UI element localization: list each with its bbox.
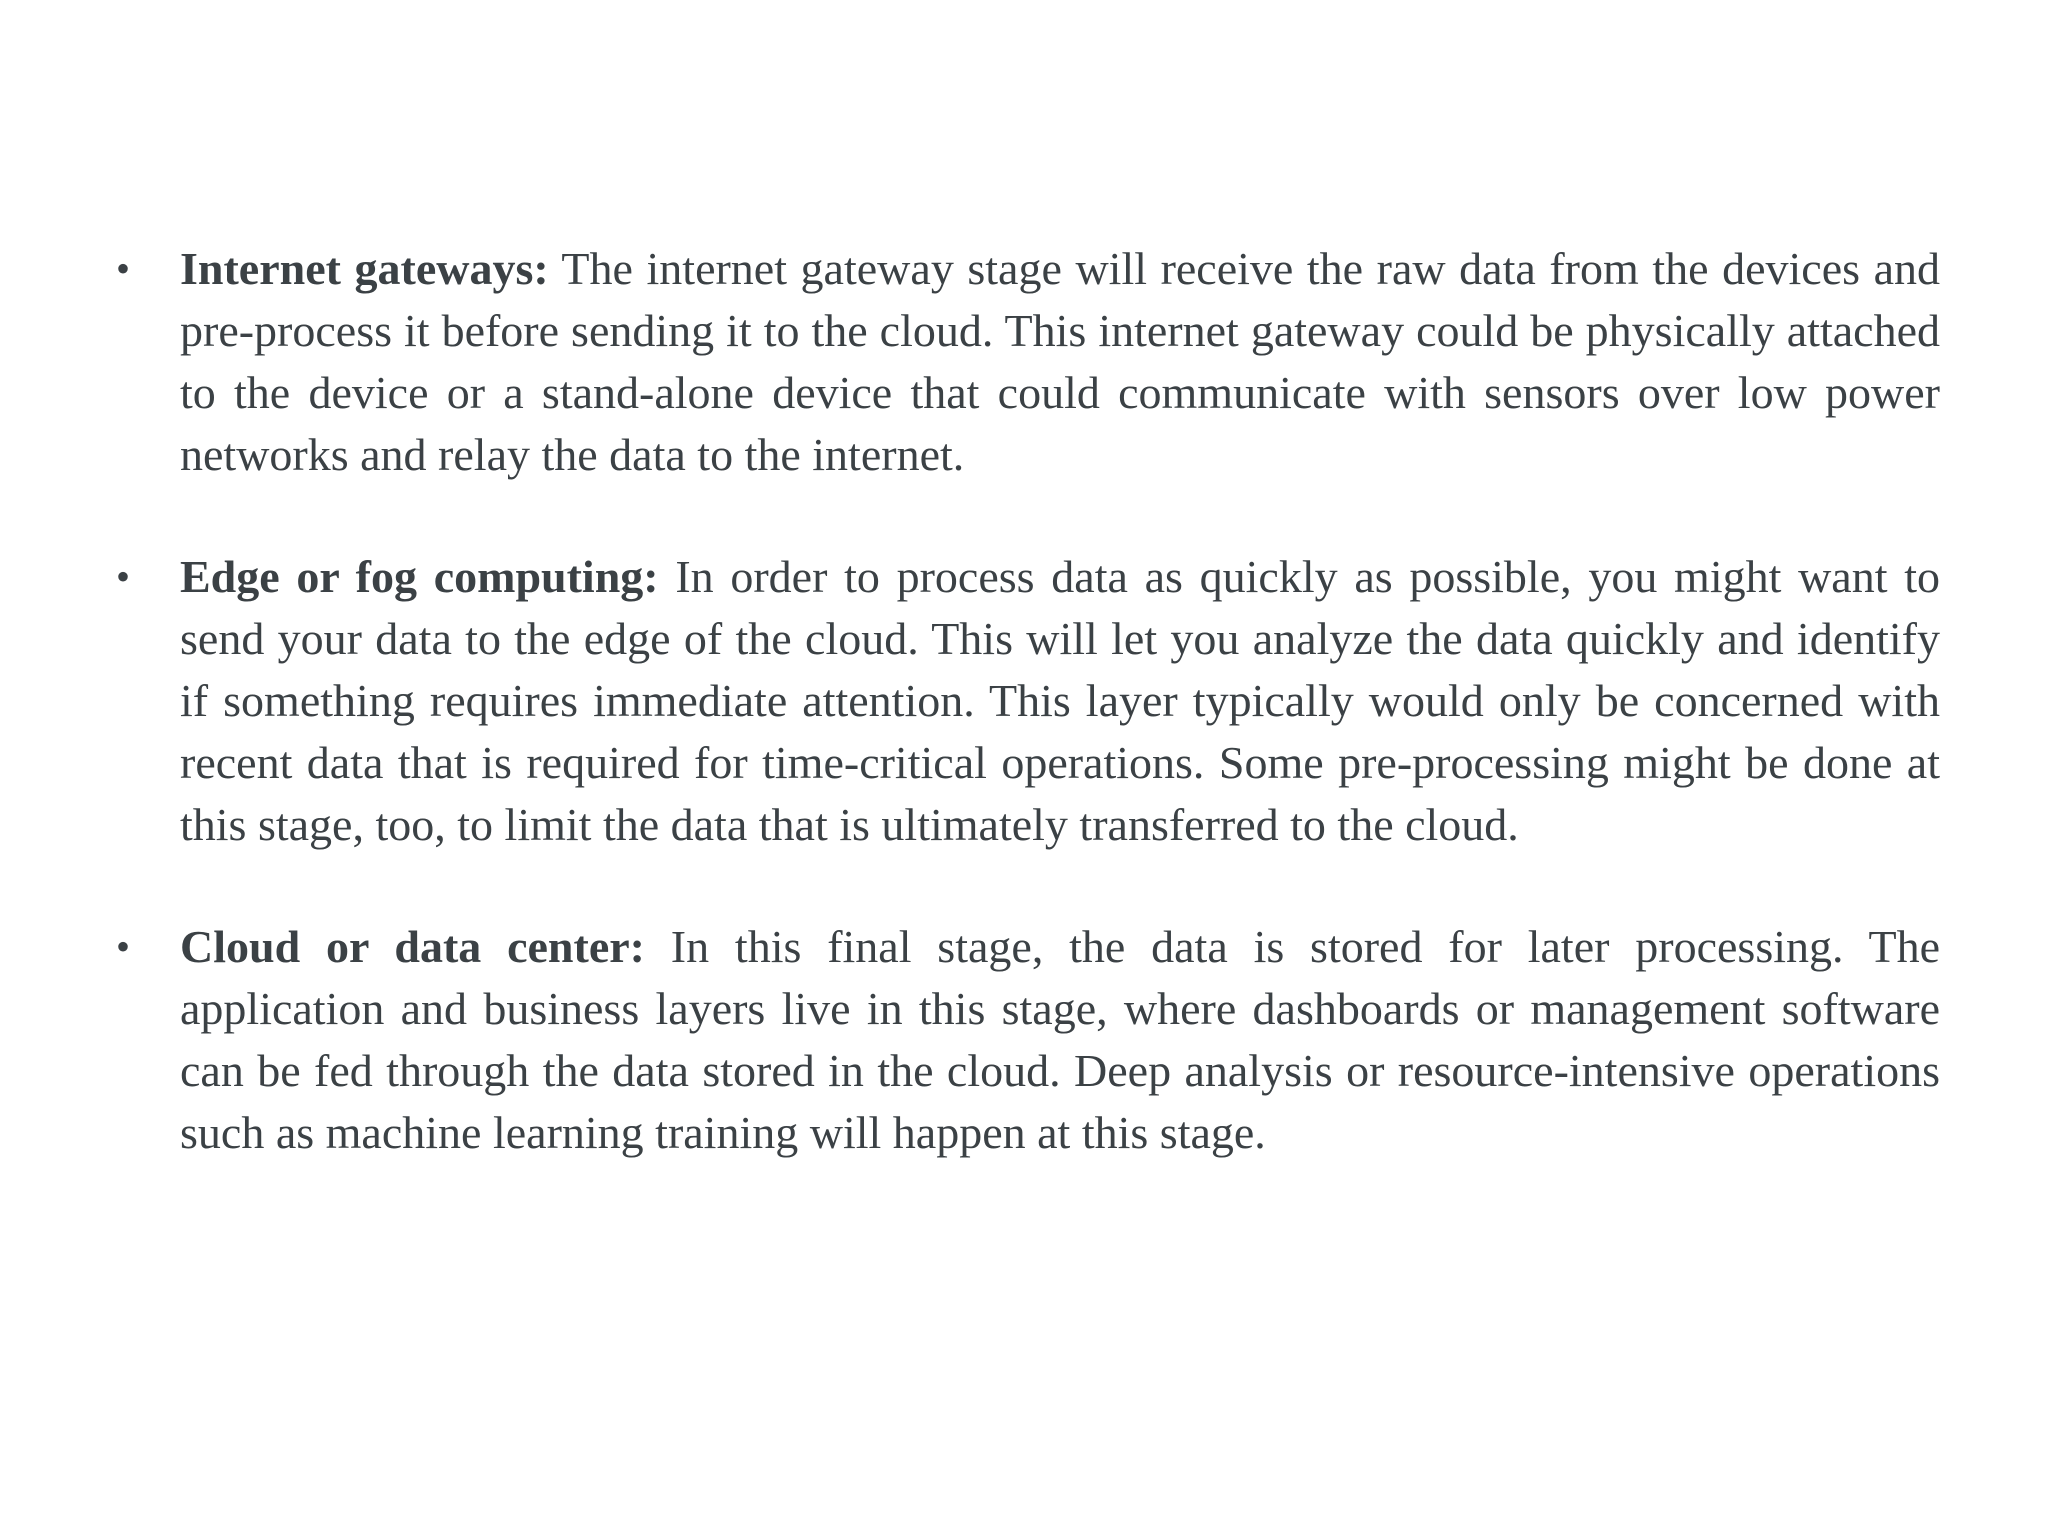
- bullet-text: In order to process data as quickly as possible, you might want to send your data to the edge of the cloud. This will let you analyze the data quickly and identify if something requires immediate attention. This layer typically would only be concerned with recent data that is required for time-critical operations. Some pre-processing might be done at this stage, too, to limit the data that is ultimately transferred to the cloud.: [180, 551, 1940, 850]
- bullet-text: The internet gateway stage will receive the raw data from the devices and pre-process it before sending it to the cloud. This internet gateway could be physically attached to the device or a stand-alone device that could communicate with sensors over low power networks and relay the data to the internet.: [180, 243, 1940, 480]
- bullet-marker: •: [116, 924, 131, 969]
- bullet-marker: •: [116, 246, 131, 291]
- bullet-term: Edge or fog computing:: [180, 551, 659, 602]
- bullet-term: Cloud or data center:: [180, 921, 645, 972]
- bullet-marker: •: [116, 554, 131, 599]
- bullet-item-cloud-data-center: [110, 916, 1940, 1164]
- bullet-term: Internet gateways:: [180, 243, 549, 294]
- bullet-text: In this final stage, the data is stored for later processing. The application and business layers live in this stage, where dashboards or management software can be fed through the data stored in the cloud. Deep analysis or resource-intensive operations such as machine learning training will happen at this stage.: [180, 921, 1940, 1158]
- bullet-list: [110, 238, 1940, 1224]
- bullet-item-internet-gateways: [110, 238, 1940, 486]
- bullet-item-edge-fog-computing: [110, 546, 1940, 856]
